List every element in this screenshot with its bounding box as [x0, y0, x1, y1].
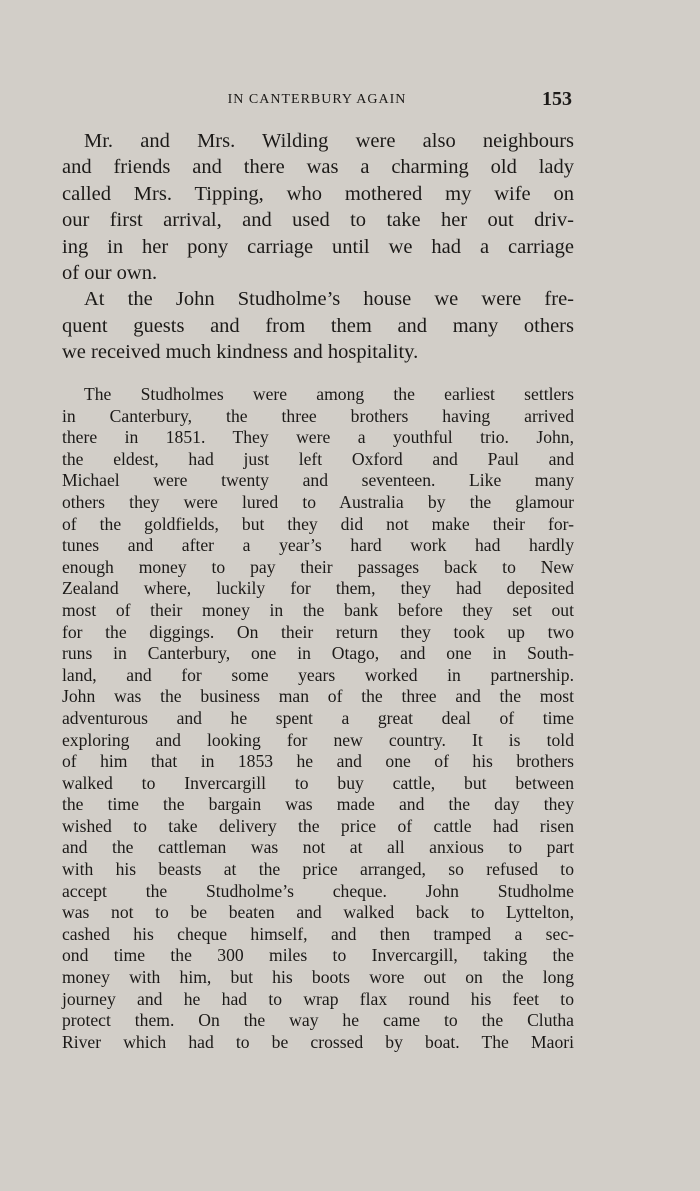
quoted-text-line: journey and he had to wrap flax round his feet to	[62, 988, 574, 1009]
quoted-text-line: the eldest, had just left Oxford and Paul and	[62, 448, 574, 469]
quoted-text-line: of him that in 1853 he and one of his brothers	[62, 751, 574, 772]
quoted-text-line: tunes and after a year’s hard work had hardly	[62, 535, 574, 556]
quoted-text-line: with his beasts at the price arranged, so refused to	[62, 859, 574, 880]
quoted-text-line: wished to take delivery the price of cattle had risen	[62, 815, 574, 836]
quoted-text-line: there in 1851. They were a youthful trio. John,	[62, 427, 574, 448]
quoted-text-line: Michael were twenty and seventeen. Like many	[62, 470, 574, 491]
running-header	[62, 88, 572, 114]
quoted-text-line: The Studholmes were among the earliest settlers	[84, 384, 574, 404]
quoted-text-line: of the goldfields, but they did not make their for-	[62, 513, 574, 534]
main-text-block	[62, 128, 574, 366]
quoted-text-line: ond time the 300 miles to Invercargill, taking the	[62, 945, 574, 966]
quoted-text-line: was not to be beaten and walked back to Lyttelton,	[62, 902, 574, 923]
quoted-text-line: Zealand where, luckily for them, they had deposited	[62, 578, 574, 599]
quoted-text-line: cashed his cheque himself, and then tramped a sec-	[62, 923, 574, 944]
quoted-text-line: others they were lured to Australia by the glamour	[62, 491, 574, 512]
body-text-line: At the John Studholme’s house we were fre-	[84, 288, 574, 311]
quoted-text-line: accept the Studholme’s cheque. John Studholme	[62, 880, 574, 901]
quoted-text-line: adventurous and he spent a great deal of time	[62, 707, 574, 728]
quoted-text-line: River which had to be crossed by boat. The Maori	[62, 1031, 574, 1052]
quoted-text-line: runs in Canterbury, one in Otago, and one in South-	[62, 643, 574, 664]
quoted-text-line: enough money to pay their passages back to New	[62, 556, 574, 577]
quoted-text-line: the time the bargain was made and the day they	[62, 794, 574, 815]
quoted-text-line: land, and for some years worked in partnership.	[62, 664, 574, 685]
quoted-text-line: exploring and looking for new country. It is told	[62, 729, 574, 750]
quoted-text-line: money with him, but his boots wore out on the long	[62, 967, 574, 988]
quoted-text-line: and the cattleman was not at all anxious to part	[62, 837, 574, 858]
body-text-line: called Mrs. Tipping, who mothered my wife on	[62, 182, 574, 205]
body-text-line: of our own.	[62, 261, 158, 284]
body-text-line: ing in her pony carriage until we had a carriage	[62, 235, 574, 258]
body-text-line: our first arrival, and used to take her out driv-	[62, 209, 574, 232]
quoted-text-line: most of their money in the bank before they set out	[62, 599, 574, 620]
running-title: IN CANTERBURY AGAIN	[227, 92, 407, 107]
body-text-line: and friends and there was a charming old lady	[62, 156, 574, 179]
body-text-line: quent guests and from them and many others	[62, 314, 574, 337]
quoted-text-line: in Canterbury, the three brothers having arrived	[62, 405, 574, 426]
body-text-line: Mr. and Mrs. Wilding were also neighbours	[84, 130, 574, 152]
quoted-text-line: walked to Invercargill to buy cattle, but between	[62, 772, 574, 793]
quoted-text-line: John was the business man of the three and the most	[62, 686, 574, 707]
quoted-text-line: for the diggings. On their return they took up two	[62, 621, 574, 642]
quoted-text-block	[62, 384, 574, 1053]
quoted-text-line: protect them. On the way he came to the Clutha	[62, 1010, 574, 1031]
body-text-line: we received much kindness and hospitality.	[62, 341, 419, 364]
page-number: 153	[542, 88, 572, 110]
